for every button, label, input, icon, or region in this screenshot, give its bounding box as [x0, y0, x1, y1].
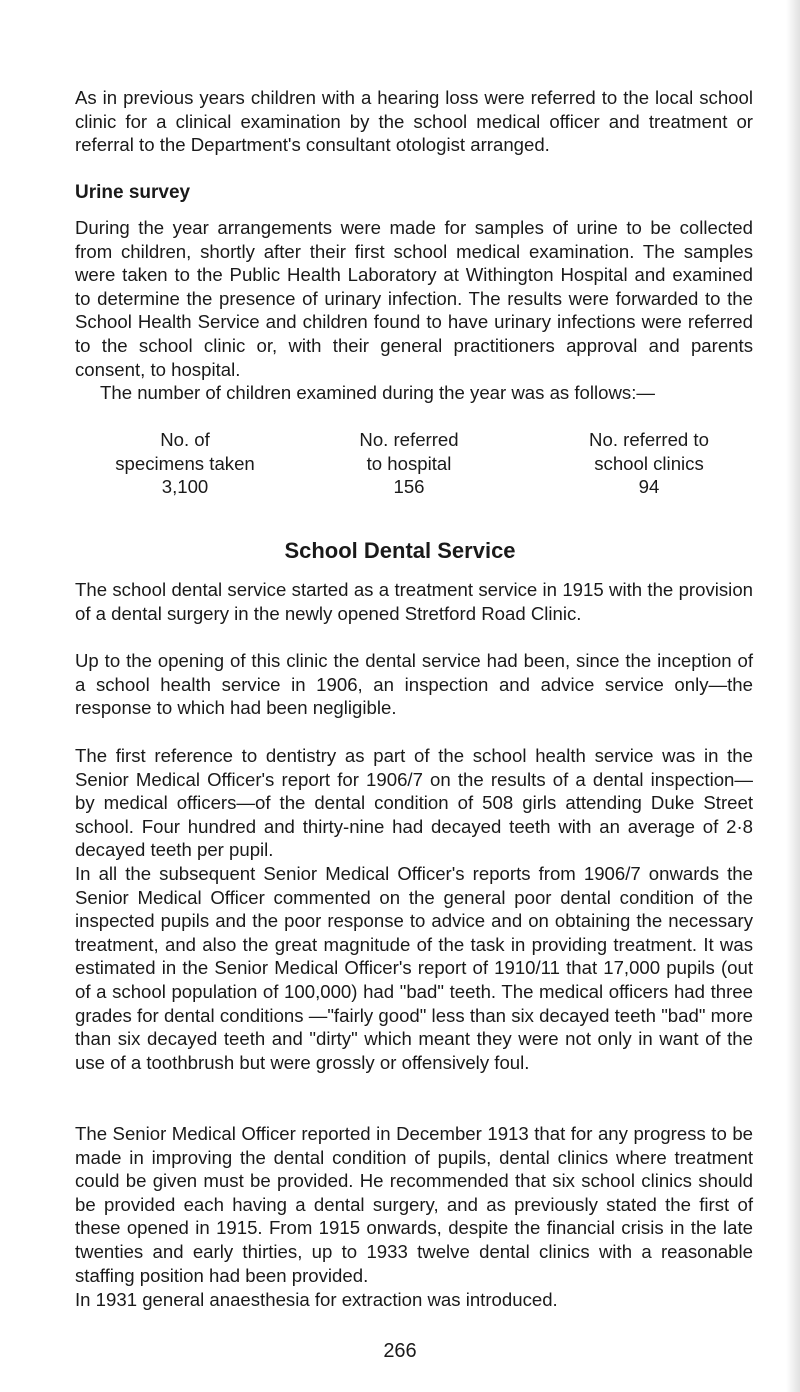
urine-survey-paragraph: During the year arrangements were made for samples of urine to be collected from children, shortly after their first school medical examination. The samples were taken to the Public Health Laboratory at Withington Hospital and examined to determine the presence of urinary infection. The results were forwarded to the School Health Service and children found to have urinary infections were referred to the school clinic or, with their general practitioners approval and parents consent, to hospital. [75, 217, 753, 380]
dental-paragraph-3: The first reference to dentistry as part of the school health service was in the Senior Medical Officer's report for 1906/7 on the results of a dental inspection— by medical officers—of the dental condition of 508 girls attending Duke Street school. Four hundred and thirty-nine had decayed teeth with an average of 2·8 decayed teeth per pupil. [75, 745, 753, 861]
intro-paragraph: As in previous years children with a hearing loss were referred to the local school clinic for a clinical examination by the school medical officer and treatment or referral to the Department's consultant otologist arranged. [75, 87, 753, 156]
dental-paragraph-6: In 1931 general anaesthesia for extraction was introduced. [75, 1289, 558, 1310]
stat-value: 156 [393, 476, 425, 498]
follows-paragraph: The number of children examined during the year was as follows:— [100, 382, 655, 403]
stat-label-line2: to hospital [366, 452, 452, 474]
dental-paragraph-4: In all the subsequent Senior Medical Officer's reports from 1906/7 onwards the Senior Medical Officer commented on the general poor dental condition of the inspected pupils and the poor response to advice and on obtaining the necessary treatment, and also the great magnitude of the task in providing treatment. It was estimated in the Senior Medical Officer's report of 1910/11 that 17,000 pupils (out of a school population of 100,000) had "bad" teeth. The medical officers had three grades for dental conditions —"fairly good" less than six decayed teeth "bad" more than six decayed teeth and "dirty" which meant they were not only in want of the use of a toothbrush but were grossly or offensively foul. [75, 863, 753, 1073]
dental-service-heading: School Dental Service [284, 538, 516, 563]
stat-specimens-taken [100, 428, 270, 499]
stat-value: 94 [638, 476, 660, 498]
stat-value: 3,100 [161, 476, 209, 498]
stat-referred-hospital [324, 428, 494, 499]
stat-label-line2: school clinics [594, 452, 704, 474]
stat-label-line2: specimens taken [115, 452, 255, 474]
dental-paragraph-2: Up to the opening of this clinic the dental service had been, since the inception of a school health service in 1906, an inspection and advice service only—the response to which had been negligible. [75, 650, 753, 719]
stat-referred-clinics [564, 428, 734, 499]
urine-survey-heading: Urine survey [75, 182, 191, 203]
page-number: 266 [383, 1340, 417, 1362]
page-edge-shadow [786, 0, 800, 1392]
stat-label-line1: No. referred to [589, 429, 709, 450]
stat-label-line1: No. of [160, 429, 210, 450]
dental-paragraph-1: The school dental service started as a treatment service in 1915 with the provision of a dental surgery in the newly opened Stretford Road Clinic. [75, 579, 753, 624]
dental-paragraph-5: The Senior Medical Officer reported in December 1913 that for any progress to be made in improving the dental condition of pupils, dental clinics where treatment could be given must be provided. He recommended that six school clinics should be provided each having a dental surgery, and as previously stated the first of these opened in 1915. From 1915 onwards, despite the financial crisis in the late twenties and early thirties, up to 1933 twelve dental clinics with a reasonable staffing position had been provided. [75, 1123, 753, 1286]
stat-label-line1: No. referred [359, 429, 459, 450]
